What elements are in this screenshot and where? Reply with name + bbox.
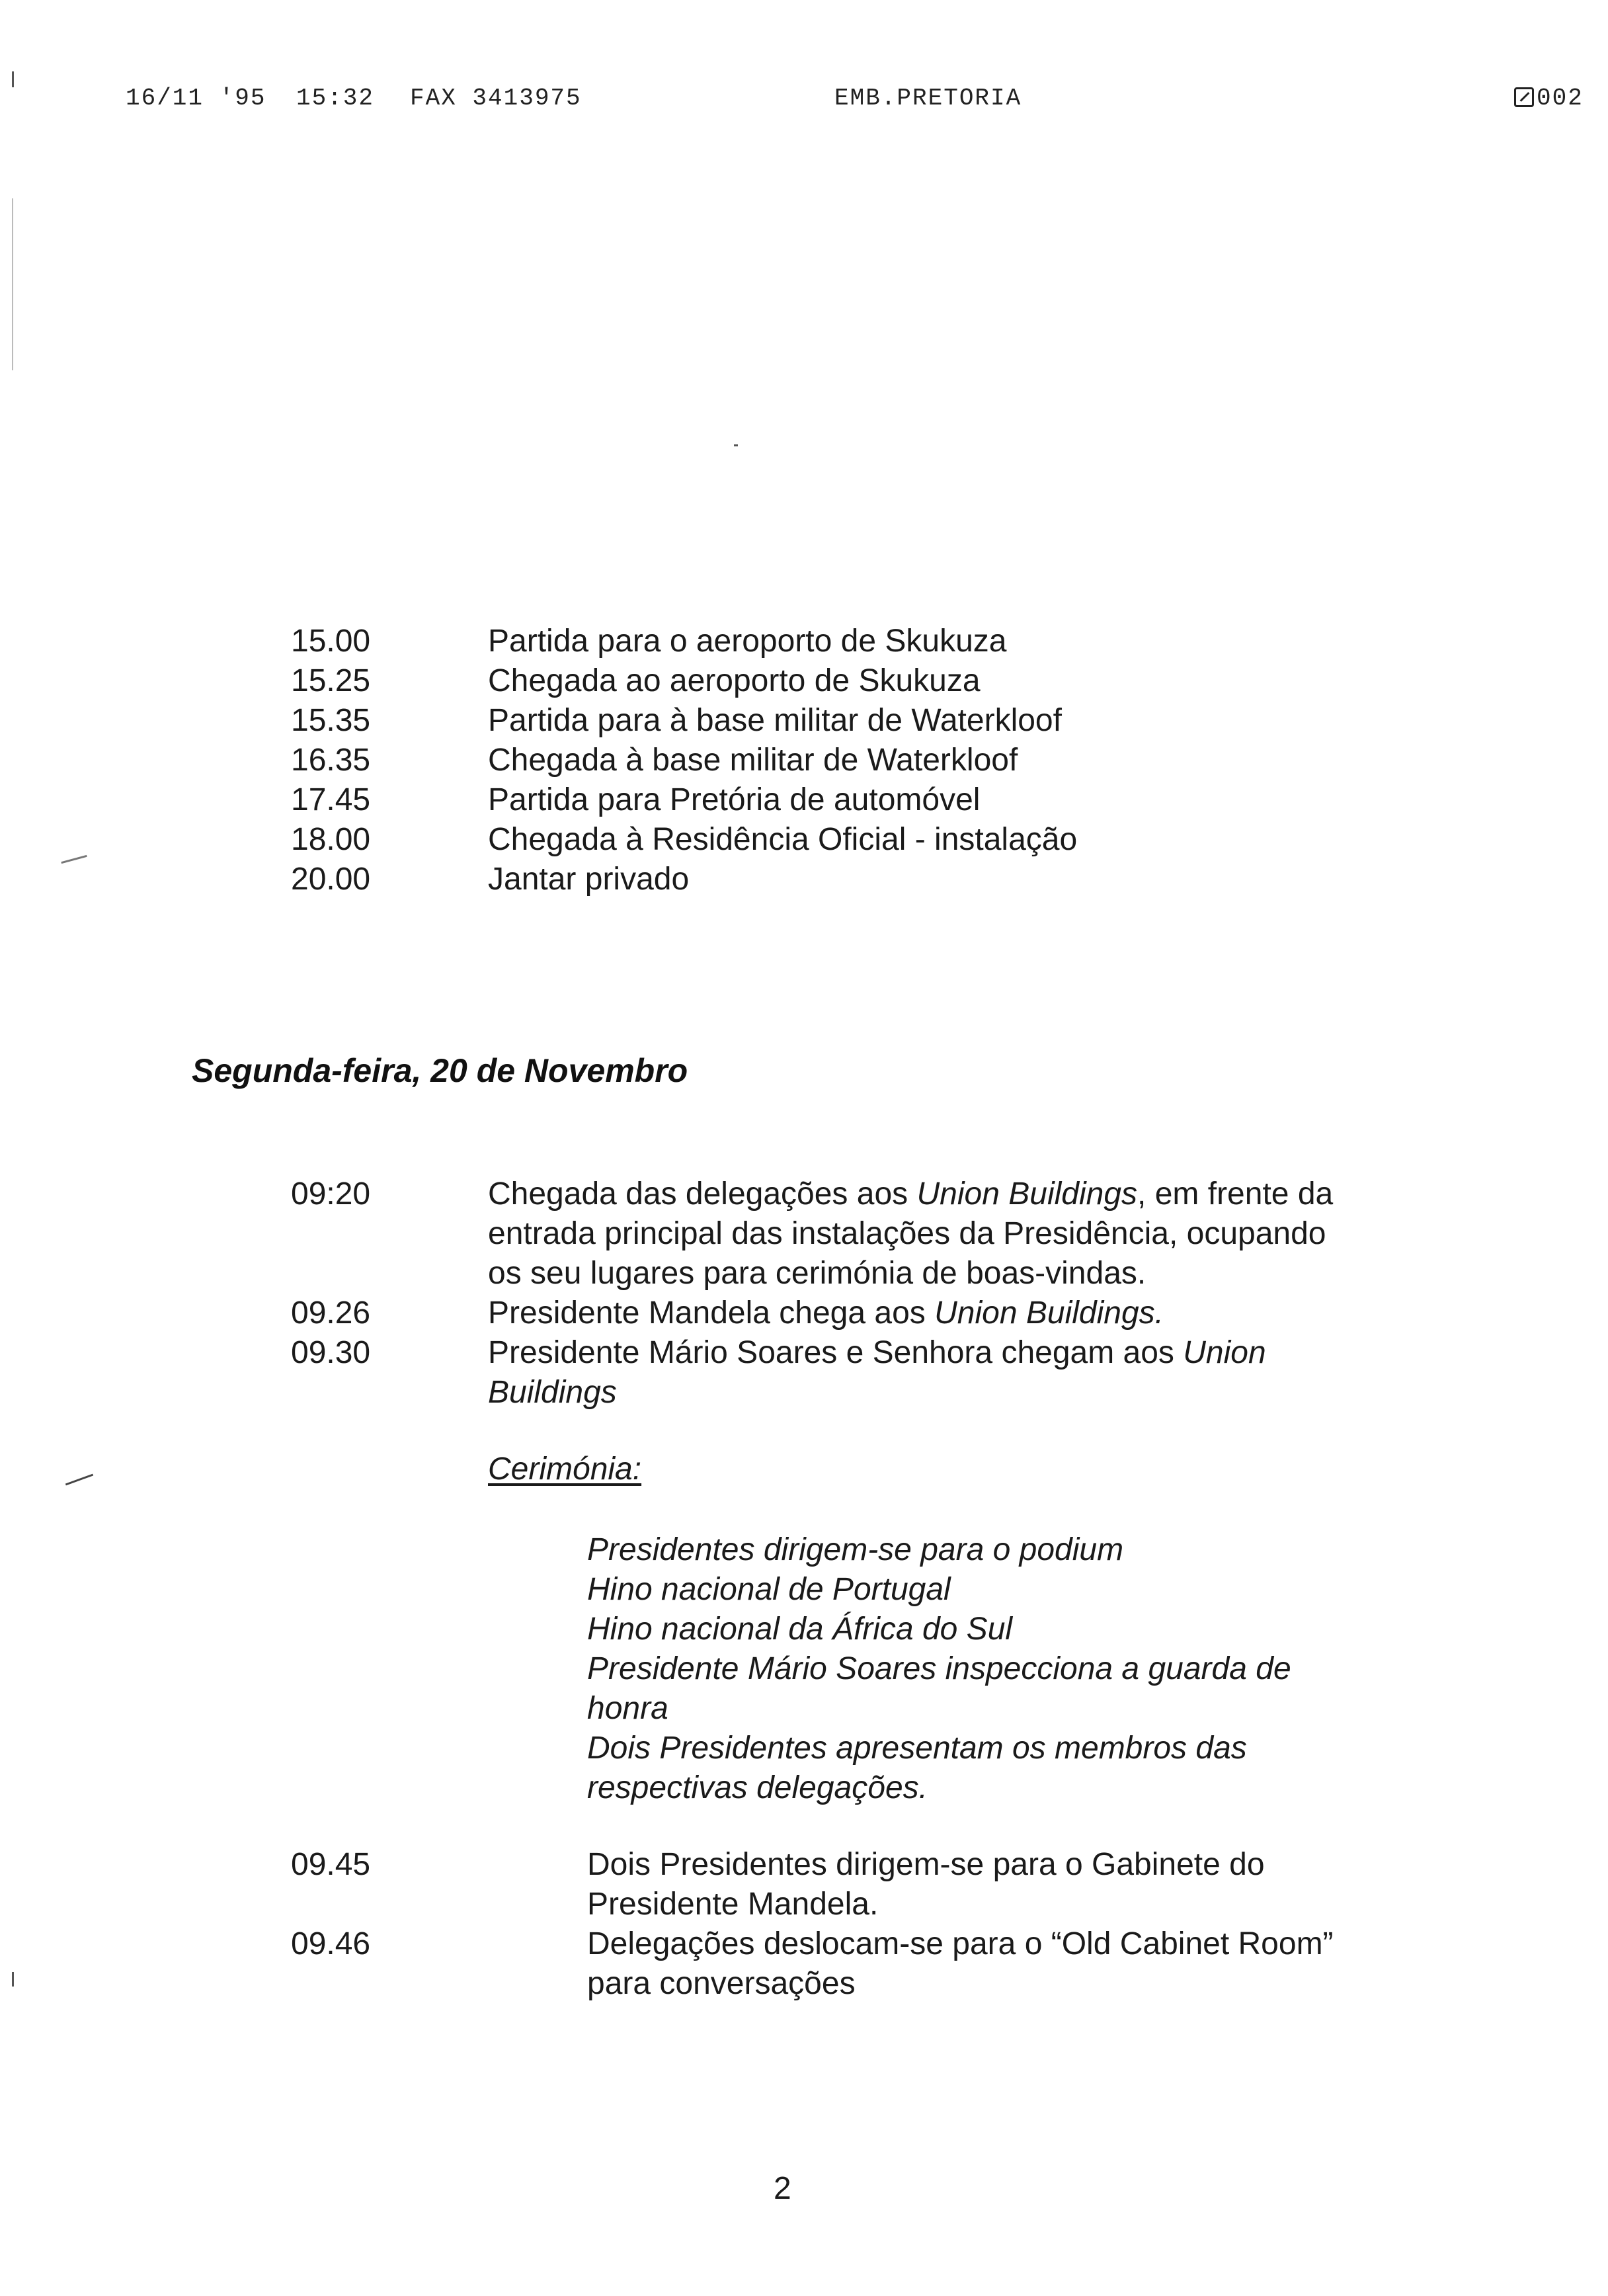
ceremony-item: respectivas delegações.: [587, 1770, 928, 1805]
text-span: Presidente Mário Soares e Senhora chegam aos: [488, 1335, 1184, 1370]
place-name: Union Buildings: [916, 1176, 1138, 1211]
scan-speck: [12, 198, 13, 370]
fax-time: 15:32: [296, 85, 375, 112]
schedule-description: [488, 1333, 1414, 1373]
schedule-time: 16.35: [291, 743, 371, 778]
ceremony-item: Hino nacional de Portugal: [587, 1572, 951, 1607]
place-name: Union Buildings.: [934, 1295, 1164, 1331]
scan-speck: [12, 71, 14, 87]
schedule-description: Partida para à base militar de Waterkloof: [488, 703, 1062, 738]
scan-speck: [65, 1474, 93, 1486]
schedule-description: os seu lugares para cerimónia de boas-vindas.: [488, 1256, 1146, 1291]
fax-number: FAX 3413975: [410, 85, 582, 112]
ceremony-item: Presidente Mário Soares inspecciona a guarda de: [587, 1651, 1291, 1686]
schedule-description: Chegada ao aeroporto de Skukuza: [488, 663, 981, 698]
schedule-description: para conversações: [587, 1966, 856, 2001]
schedule-description: Jantar privado: [488, 862, 690, 897]
ceremony-label: Cerimónia:: [488, 1452, 642, 1487]
schedule-description: Chegada à base militar de Waterkloof: [488, 743, 1018, 778]
schedule-description: entrada principal das instalações da Presidência, ocupando: [488, 1216, 1326, 1251]
schedule-time: 15.25: [291, 663, 371, 698]
page-number: 2: [774, 2171, 791, 2206]
ceremony-item: Dois Presidentes apresentam os membros das: [587, 1731, 1247, 1766]
text-span: , em frente da: [1137, 1176, 1334, 1211]
schedule-description: [488, 1174, 1414, 1214]
scan-speck: [12, 1972, 14, 1987]
text-span: Chegada das delegações aos: [488, 1176, 917, 1211]
fax-date: 16/11 '95: [126, 85, 266, 112]
schedule-description: Delegações deslocam-se para o “Old Cabinet Room”: [587, 1926, 1334, 1961]
schedule-time: 09.46: [291, 1926, 371, 1961]
ceremony-item: Presidentes dirigem-se para o podium: [587, 1532, 1124, 1567]
day-heading: Segunda-feira, 20 de Novembro: [192, 1052, 688, 1089]
schedule-time: 09.26: [291, 1295, 371, 1331]
ceremony-item: Hino nacional da África do Sul: [587, 1612, 1013, 1647]
schedule-time: 18.00: [291, 822, 371, 857]
text-span: Presidente Mandela chega aos: [488, 1295, 935, 1331]
schedule-time: 20.00: [291, 862, 371, 897]
schedule-time: 09.30: [291, 1335, 371, 1370]
ceremony-item: honra: [587, 1691, 668, 1726]
fax-page-icon: [1514, 87, 1534, 107]
scan-speck: [734, 444, 738, 446]
place-name: Union: [1183, 1335, 1266, 1370]
place-name: Buildings: [488, 1375, 617, 1410]
schedule-description: Partida para Pretória de automóvel: [488, 782, 981, 817]
schedule-time: 15.35: [291, 703, 371, 738]
schedule-description: Chegada à Residência Oficial - instalação: [488, 822, 1078, 857]
fax-page-indicator: [1514, 85, 1584, 112]
schedule-description: Dois Presidentes dirigem-se para o Gabinete do: [587, 1847, 1265, 1882]
scan-speck: [61, 855, 87, 864]
schedule-description: [488, 1293, 1414, 1333]
schedule-description: Partida para o aeroporto de Skukuza: [488, 624, 1007, 659]
fax-sender: EMB.PRETORIA: [834, 85, 1022, 112]
schedule-time: 09:20: [291, 1176, 371, 1211]
fax-page-number: 002: [1537, 85, 1584, 112]
schedule-description: Presidente Mandela.: [587, 1887, 879, 1922]
schedule-time: 17.45: [291, 782, 371, 817]
schedule-time: 15.00: [291, 624, 371, 659]
schedule-time: 09.45: [291, 1847, 371, 1882]
